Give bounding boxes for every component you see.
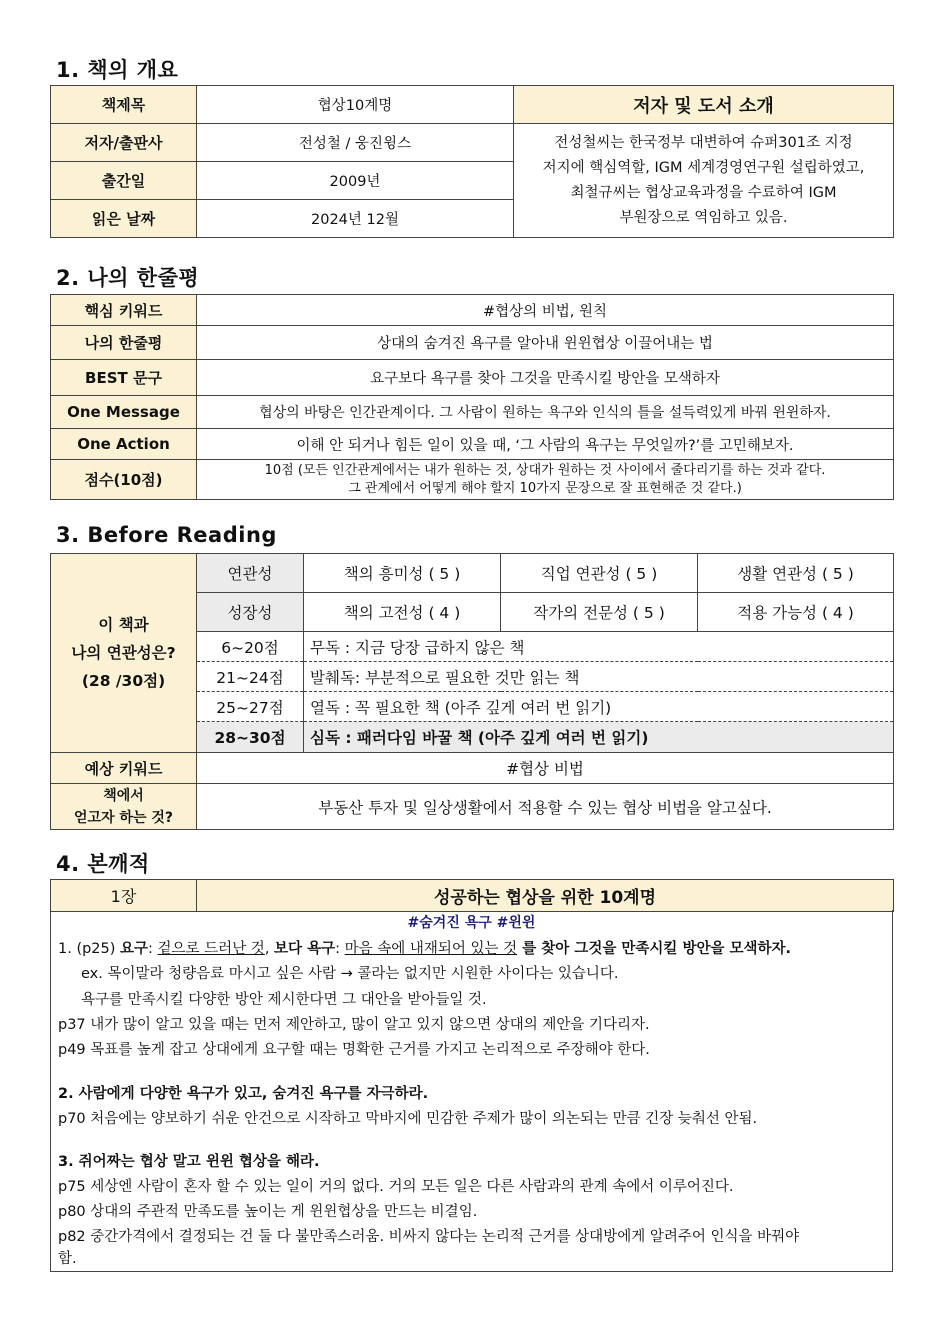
note-line-8: p80 상대의 주관적 만족도를 높이는 게 윈윈협상을 만드는 비결임.: [58, 1204, 478, 1220]
range-score-selected: 28~30점: [197, 722, 304, 753]
rel-item: 책의 흥미성 ( 5 ): [304, 554, 501, 593]
chapter-title: 성공하는 협상을 위한 10계명: [197, 880, 894, 912]
note-line-1: [58, 937, 791, 958]
growth-label: 성장성: [197, 593, 304, 632]
note-underlined: 마음 속에 내재되어 있는 것: [344, 941, 518, 957]
intro-line: 전성철씨는 한국정부 대변하여 슈퍼301조 지정: [554, 134, 853, 151]
note-heading-2: 2. 사람에게 다양한 욕구가 있고, 숨겨진 욕구를 자극하라.: [58, 1086, 429, 1102]
note-colon: :: [335, 941, 345, 957]
author-label: 저자/출판사: [51, 124, 197, 162]
keyword-label: 핵심 키워드: [51, 295, 197, 326]
intro-header: 저자 및 도서 소개: [514, 86, 894, 124]
relevance-line: (28 /30점): [81, 672, 166, 690]
note-page-ref: 1. (p25): [58, 941, 121, 957]
range-score: 6~20점: [197, 632, 304, 662]
range-score: 21~24점: [197, 662, 304, 692]
note-line-10: 함.: [58, 1251, 77, 1267]
expected-keyword-label: 예상 키워드: [51, 753, 197, 784]
overview-table: [50, 85, 894, 238]
oneline-value: 상대의 숨겨진 욕구를 알아내 윈윈협상 이끌어내는 법: [197, 326, 894, 360]
rel-item: 직업 연관성 ( 5 ): [501, 554, 698, 593]
relevance-line: 나의 연관성은?: [71, 644, 176, 662]
score-line: 그 관계에서 어떻게 해야 할지 10가지 문장으로 잘 표현해준 것 같다.): [348, 480, 742, 496]
oneline-label: 나의 한줄평: [51, 326, 197, 360]
intro-line: 부원장으로 역임하고 있음.: [619, 209, 788, 226]
intro-line: 최철규씨는 협상교육과정을 수료하여 IGM: [570, 184, 837, 201]
gain-label-line: 얻고자 하는 것?: [73, 809, 173, 826]
range-desc: 무독 : 지금 당장 급하지 않은 책: [304, 632, 894, 662]
note-line-4: p37 내가 많이 알고 있을 때는 먼저 제안하고, 많이 알고 있지 않으면 상대의 제안을 기다리자.: [58, 1017, 650, 1033]
gain-label-line: 책에서: [103, 787, 144, 804]
pubdate-label: 출간일: [51, 162, 197, 200]
action-value: 이해 안 되거나 힘든 일이 있을 때, ‘그 사람의 욕구는 무엇일까?’를 고민해보자.: [197, 429, 894, 460]
note-bold-text: 를 찾아 그것을 만족시킬 방안을 모색하자.: [517, 941, 792, 957]
action-label: One Action: [51, 429, 197, 460]
keyword-value: #협상의 비법, 원칙: [197, 295, 894, 326]
note-line-2: ex. 목이말라 청량음료 마시고 싶은 사람 → 콜라는 없지만 시원한 사이다는 있습니다.: [81, 966, 619, 982]
gain-label: [51, 784, 197, 830]
range-desc-selected: 심독 : 패러다임 바꿀 책 (아주 깊게 여러 번 읽기): [304, 722, 894, 753]
note-comma: ,: [264, 941, 275, 957]
relevance-summary: [51, 554, 197, 753]
title-label: 책제목: [51, 86, 197, 124]
grow-item: 책의 고전성 ( 4 ): [304, 593, 501, 632]
score-value: [197, 460, 894, 500]
best-label: BEST 문구: [51, 360, 197, 396]
grow-item: 작가의 전문성 ( 5 ): [501, 593, 698, 632]
note-line-3: 욕구를 만족시킬 다양한 방안 제시한다면 그 대안을 받아들일 것.: [81, 992, 487, 1008]
best-value: 요구보다 욕구를 찾아 그것을 만족시킬 방안을 모색하자: [197, 360, 894, 396]
readdate-label: 읽은 날짜: [51, 200, 197, 238]
title-value: 협상10계명: [197, 86, 514, 124]
message-label: One Message: [51, 396, 197, 429]
note-line-6: p70 처음에는 양보하기 쉬운 안건으로 시작하고 막바지에 민감한 주제가 많이 의논되는 만큼 긴장 늦춰선 안됨.: [58, 1111, 758, 1127]
note-term: 보다 욕구: [274, 941, 336, 957]
relevance-label: 연관성: [197, 554, 304, 593]
section-2-title: 2. 나의 한줄평: [56, 266, 200, 290]
intro-line: 저지에 핵심역할, IGM 세계경영연구원 설립하였고,: [542, 159, 865, 176]
note-heading-3: 3. 쥐어짜는 협상 말고 윈윈 협상을 해라.: [58, 1154, 320, 1170]
section-3-title: 3. Before Reading: [56, 523, 277, 547]
range-score: 25~27점: [197, 692, 304, 722]
range-desc: 열독 : 꼭 필요한 책 (아주 깊게 여러 번 읽기): [304, 692, 894, 722]
review-table: [50, 294, 894, 500]
before-reading-table: [50, 553, 894, 830]
score-line: 10점 (모든 인간관계에서는 내가 원하는 것, 상대가 원하는 것 사이에서 줄다리기를 하는 것과 같다.: [264, 462, 826, 478]
note-colon: :: [148, 941, 158, 957]
grow-item: 적용 가능성 ( 4 ): [698, 593, 894, 632]
gain-value: 부동산 투자 및 일상생활에서 적용할 수 있는 협상 비법을 알고싶다.: [197, 784, 894, 830]
message-value: 협상의 바탕은 인간관계이다. 그 사람이 원하는 욕구와 인식의 틀을 설득력있게 바꿔 윈윈하자.: [197, 396, 894, 429]
intro-body: [514, 124, 894, 238]
chapter-tags: #숨겨진 욕구 #윈윈: [407, 915, 536, 931]
score-label: 점수(10점): [51, 460, 197, 500]
chapter-number: 1장: [51, 880, 197, 912]
section-4-title: 4. 본깨적: [56, 852, 150, 876]
relevance-line: 이 책과: [98, 616, 149, 634]
chapter-header-table: [50, 879, 894, 912]
note-line-5: p49 목표를 높게 잡고 상대에게 요구할 때는 명확한 근거를 가지고 논리적으로 주장해야 한다.: [58, 1042, 650, 1058]
expected-keyword-value: #협상 비법: [197, 753, 894, 784]
chapter-notes: [50, 910, 893, 1272]
readdate-value: 2024년 12월: [197, 200, 514, 238]
rel-item: 생활 연관성 ( 5 ): [698, 554, 894, 593]
note-line-9: p82 중간가격에서 결정되는 건 둘 다 불만족스러움. 비싸지 않다는 논리적 근거를 상대방에게 알려주어 인식을 바꿔야: [58, 1229, 800, 1245]
author-value: 전성철 / 웅진윙스: [197, 124, 514, 162]
section-1-title: 1. 책의 개요: [56, 58, 179, 82]
note-underlined: 겉으로 드러난 것: [157, 941, 265, 957]
pubdate-value: 2009년: [197, 162, 514, 200]
range-desc: 발췌독: 부분적으로 필요한 것만 읽는 책: [304, 662, 894, 692]
note-line-7: p75 세상엔 사람이 혼자 할 수 있는 일이 거의 없다. 거의 모든 일은 다른 사람과의 관계 속에서 이루어진다.: [58, 1179, 734, 1195]
note-term: 요구: [120, 941, 149, 957]
